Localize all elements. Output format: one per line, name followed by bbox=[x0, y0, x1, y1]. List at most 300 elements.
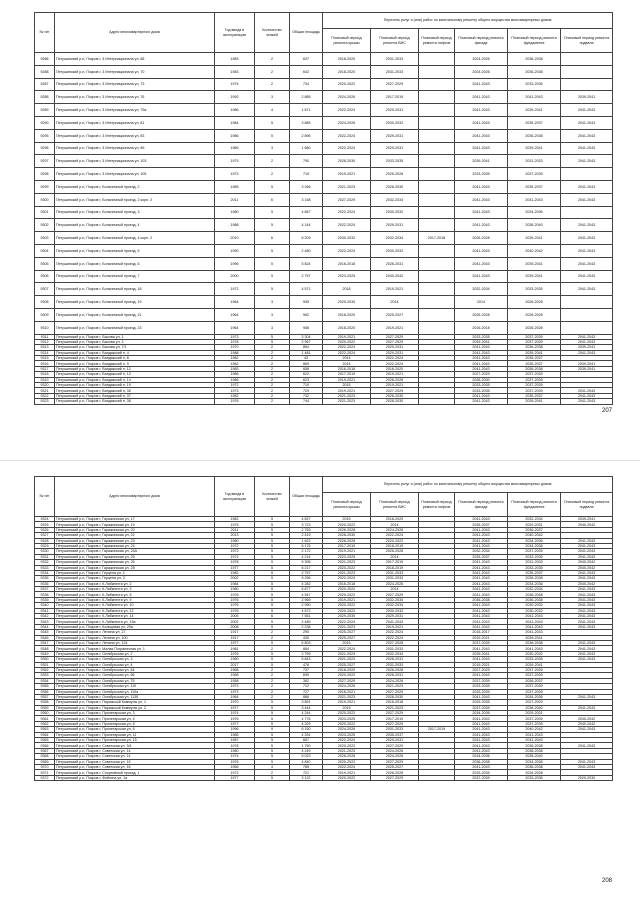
cell-area: 1 481 bbox=[290, 350, 323, 355]
cell-roof: 2019-2021 bbox=[323, 377, 371, 382]
table-row bbox=[35, 78, 613, 91]
cell-address: Петушинский р-н, Покров г, Вандакский п, 9 bbox=[55, 361, 215, 366]
cell-foundation: 2036-2037 bbox=[508, 527, 561, 532]
cell-area: 476 bbox=[290, 662, 323, 667]
cell-facade: 2041-2043 bbox=[455, 538, 508, 543]
cell-roof: 2026-2028 bbox=[323, 754, 371, 759]
cell-address: Петушинский р-н, Покров г, Советская ул, 15 bbox=[55, 759, 215, 764]
cell-year: 1983 bbox=[215, 366, 255, 371]
cell-num: 9345 bbox=[35, 630, 55, 635]
cell-floors: 5 bbox=[255, 732, 290, 737]
cell-address: Петушинский р-н, Покров г, Октябрьская ул, 110 bbox=[55, 684, 215, 689]
cell-floors: 5 bbox=[255, 597, 290, 602]
cell-engineering: 2027-2029 bbox=[371, 388, 419, 393]
cell-foundation: 2038-2040 bbox=[508, 705, 561, 710]
cell-year: 1974 bbox=[215, 78, 255, 91]
cell-floors: 5 bbox=[255, 334, 290, 339]
cell-area: 737 bbox=[290, 667, 323, 672]
cell-engineering: 2021-2023 bbox=[371, 684, 419, 689]
cell-area: 955 bbox=[290, 296, 323, 309]
cell-area: 2 950 bbox=[290, 603, 323, 608]
cell-foundation: 2041-2043 bbox=[508, 193, 561, 206]
cell-address: Петушинский р-н, Покров г, Парижской Коммуны ул, 2 bbox=[55, 705, 215, 710]
cell-lifts bbox=[419, 399, 455, 404]
cell-engineering: 2026-2028 bbox=[371, 549, 419, 554]
cell-address: Петушинский р-н, Покров г, Октябрьская ул, 113б bbox=[55, 694, 215, 699]
cell-roof: 2020-2022 bbox=[323, 565, 371, 570]
cell-foundation: 2037-2039 bbox=[508, 716, 561, 721]
cell-engineering: 2029-2031 bbox=[371, 142, 419, 155]
cell-engineering: 2029-2031 bbox=[371, 219, 419, 232]
cell-roof: 2020-2022 bbox=[323, 522, 371, 527]
cell-facade: 2041-2043 bbox=[455, 624, 508, 629]
cell-area: 2 967 bbox=[290, 339, 323, 344]
cell-area: 5 023 bbox=[290, 754, 323, 759]
cell-address: Петушинский р-н, Покров г, Спортивный проезд, 1 bbox=[55, 770, 215, 775]
cell-area: 4 827 bbox=[290, 517, 323, 522]
cell-roof: 2015 bbox=[323, 383, 371, 388]
cell-floors: 5 bbox=[255, 657, 290, 662]
cell-num: 9353 bbox=[35, 673, 55, 678]
cell-address: Петушинский р-н, Покров г, 3 Интернационала ул, 73 bbox=[55, 78, 215, 91]
cell-engineering: 2017-2019 bbox=[371, 91, 419, 104]
cell-address: Петушинский р-н, Покров г, 3 Интернационала ул, 70 bbox=[55, 65, 215, 78]
cell-year: 2011 bbox=[215, 527, 255, 532]
cell-foundation: 2029-2031 bbox=[508, 711, 561, 716]
header-area: Общая площадь bbox=[290, 477, 323, 517]
cell-roof: 2021-2023 bbox=[323, 399, 371, 404]
cell-facade: 2041-2043 bbox=[455, 748, 508, 753]
cell-engineering: 2028-2030 bbox=[371, 694, 419, 699]
cell-floors: 4 bbox=[255, 104, 290, 117]
cell-year: 1996 bbox=[215, 257, 255, 270]
cell-basement: 2041-2043 bbox=[561, 624, 613, 629]
cell-engineering: 2022-2024 bbox=[371, 630, 419, 635]
cell-facade: 2041-2043 bbox=[455, 764, 508, 769]
cell-facade: 2032-2034 bbox=[455, 283, 508, 296]
cell-facade: 2041-2043 bbox=[455, 743, 508, 748]
cell-basement: 2041-2043 bbox=[561, 597, 613, 602]
cell-foundation: 2041-2043 bbox=[508, 614, 561, 619]
cell-engineering: 2030-2032 bbox=[371, 116, 419, 129]
cell-foundation: 2026-2028 bbox=[508, 770, 561, 775]
cell-year: 1973 bbox=[215, 388, 255, 393]
cell-area: 1 871 bbox=[290, 104, 323, 117]
cell-engineering: 2024-2026 bbox=[371, 581, 419, 586]
cell-engineering: 2032-2034 bbox=[371, 651, 419, 656]
cell-foundation: 2036-2038 bbox=[508, 576, 561, 581]
page-number: 207 bbox=[601, 408, 612, 414]
cell-num: 9333 bbox=[35, 565, 55, 570]
cell-num: 9304 bbox=[35, 244, 55, 257]
cell-basement bbox=[561, 53, 613, 66]
cell-facade: 2041-2043 bbox=[455, 361, 508, 366]
cell-area: 5 256 bbox=[290, 576, 323, 581]
cell-year: 1987 bbox=[215, 738, 255, 743]
cell-foundation: 2038-2040 bbox=[508, 219, 561, 232]
cell-year: 1964 bbox=[215, 321, 255, 334]
cell-year: 1973 bbox=[215, 689, 255, 694]
cell-basement: 2039-2041 bbox=[561, 517, 613, 522]
cell-facade: 2027-2029 bbox=[455, 372, 508, 377]
cell-engineering: 2029-2031 bbox=[371, 104, 419, 117]
cell-foundation: 2034-2036 bbox=[508, 694, 561, 699]
cell-roof: 2021-2023 bbox=[323, 748, 371, 753]
cell-roof: 2018-2020 bbox=[323, 667, 371, 672]
cell-facade: 2024-2026 bbox=[455, 53, 508, 66]
cell-foundation: 2033-2035 bbox=[508, 78, 561, 91]
cell-year: 2005 bbox=[215, 614, 255, 619]
cell-roof: 2022-2024 bbox=[323, 244, 371, 257]
cell-num: 9352 bbox=[35, 667, 55, 672]
cell-area: 4 251 bbox=[290, 732, 323, 737]
cell-address: Петушинский р-н, Покров г, Больничный проезд, 2 bbox=[55, 180, 215, 193]
cell-address: Петушинский р-н, Покров г, Вандакский п, 4 bbox=[55, 350, 215, 355]
cell-foundation: 2034-2036 bbox=[508, 581, 561, 586]
cell-num: 9360 bbox=[35, 711, 55, 716]
cell-engineering: 2025-2027 bbox=[371, 764, 419, 769]
cell-facade: 2041-2043 bbox=[455, 257, 508, 270]
cell-roof: 2020-2022 bbox=[323, 78, 371, 91]
cell-lifts bbox=[419, 244, 455, 257]
cell-area: 962 bbox=[290, 308, 323, 321]
cell-address: Петушинский р-н, Покров г, Октябрьская ул, 4 bbox=[55, 662, 215, 667]
cell-engineering: 2027-2029 bbox=[371, 721, 419, 726]
cell-roof: 2021-2023 bbox=[323, 180, 371, 193]
cell-facade: 2041-2043 bbox=[455, 533, 508, 538]
cell-year: 1982 bbox=[215, 361, 255, 366]
cell-engineering: 2027-2029 bbox=[371, 334, 419, 339]
cell-facade: 2028-2030 bbox=[455, 377, 508, 382]
cell-roof: 2019-2021 bbox=[323, 700, 371, 705]
cell-foundation: 2036-2038 bbox=[508, 592, 561, 597]
cell-address: Петушинский р-н, Покров г, Больничный проезд, 21 bbox=[55, 308, 215, 321]
cell-num: 9290 bbox=[35, 116, 55, 129]
cell-facade: 2033-2035 bbox=[455, 684, 508, 689]
cell-foundation: 2037-2039 bbox=[508, 721, 561, 726]
cell-roof: 2030-2032 bbox=[323, 232, 371, 245]
cell-num: 9356 bbox=[35, 689, 55, 694]
cell-roof: 2016-2018 bbox=[323, 257, 371, 270]
cell-engineering: 2027-2029 bbox=[371, 592, 419, 597]
cell-area: 3 122 bbox=[290, 775, 323, 780]
cell-address: Петушинский р-н, Покров г, Быкова ул, 7/1 bbox=[55, 345, 215, 350]
cell-area: 667 bbox=[290, 738, 323, 743]
cell-roof: 2018-2020 bbox=[323, 321, 371, 334]
cell-lifts bbox=[419, 283, 455, 296]
cell-foundation: 2035-2037 bbox=[508, 570, 561, 575]
cell-year: 1982 bbox=[215, 393, 255, 398]
cell-facade: 2041-2043 bbox=[455, 603, 508, 608]
cell-facade: 2041-2043 bbox=[455, 393, 508, 398]
cell-engineering: 2029-2031 bbox=[371, 738, 419, 743]
cell-foundation: 2037-2039 bbox=[508, 549, 561, 554]
table-body bbox=[35, 517, 613, 781]
cell-foundation: 2036-2038 bbox=[508, 640, 561, 645]
cell-area: 4 776 bbox=[290, 716, 323, 721]
cell-roof: 2021-2023 bbox=[323, 570, 371, 575]
cell-year: 1972 bbox=[215, 770, 255, 775]
table-row bbox=[35, 219, 613, 232]
cell-floors: 5 bbox=[255, 538, 290, 543]
cell-floors: 2 bbox=[255, 635, 290, 640]
cell-num: 9365 bbox=[35, 738, 55, 743]
cell-floors: 2 bbox=[255, 684, 290, 689]
cell-lifts bbox=[419, 270, 455, 283]
cell-area: 623 bbox=[290, 377, 323, 382]
cell-lifts: 2017-2018 bbox=[419, 232, 455, 245]
cell-facade: 2041-2043 bbox=[455, 657, 508, 662]
cell-num: 9342 bbox=[35, 614, 55, 619]
cell-engineering: 2018-2020 bbox=[371, 517, 419, 522]
cell-engineering: 2031-2033 bbox=[371, 65, 419, 78]
cell-facade: 2041-2043 bbox=[455, 619, 508, 624]
cell-num: 9339 bbox=[35, 597, 55, 602]
cell-engineering: 2019-2021 bbox=[371, 624, 419, 629]
cell-address: Петушинский р-н, Покров г, Больничный проезд, 7 bbox=[55, 270, 215, 283]
cell-area: 2 969 bbox=[290, 597, 323, 602]
cell-floors: 2 bbox=[255, 388, 290, 393]
cell-num: 9303 bbox=[35, 232, 55, 245]
table-row bbox=[35, 129, 613, 142]
cell-basement: 2039-2041 bbox=[561, 361, 613, 366]
cell-area: 864 bbox=[290, 345, 323, 350]
cell-area: 790 bbox=[290, 155, 323, 168]
cell-foundation: 2035-2037 bbox=[508, 356, 561, 361]
cell-facade: 2041-2043 bbox=[455, 345, 508, 350]
cell-address: Петушинский р-н, Покров г, Больничный проезд, 5 bbox=[55, 244, 215, 257]
cell-address: Петушинский р-н, Покров г, Больничный проезд, 2 корп. 2 bbox=[55, 193, 215, 206]
cell-year: 2010 bbox=[215, 232, 255, 245]
cell-year: 1917 bbox=[215, 635, 255, 640]
cell-num: 9321 bbox=[35, 388, 55, 393]
cell-floors: 2 bbox=[255, 678, 290, 683]
cell-lifts bbox=[419, 91, 455, 104]
cell-foundation: 2039-2041 bbox=[508, 257, 561, 270]
cell-engineering: 2030-2032 bbox=[371, 608, 419, 613]
cell-floors: 3 bbox=[255, 308, 290, 321]
cell-facade: 2041-2043 bbox=[455, 517, 508, 522]
cell-area: 5 803 bbox=[290, 640, 323, 645]
cell-facade: 2041-2043 bbox=[455, 527, 508, 532]
cell-address: Петушинский р-н, Покров г, Вандакский п, 13 bbox=[55, 372, 215, 377]
cell-area: 4 547 bbox=[290, 592, 323, 597]
cell-year: 1964 bbox=[215, 308, 255, 321]
cell-facade: 2035-2037 bbox=[455, 522, 508, 527]
table-row bbox=[35, 193, 613, 206]
cell-roof: 2023-2025 bbox=[323, 270, 371, 283]
cell-area: 4 249 bbox=[290, 748, 323, 753]
table-row bbox=[35, 296, 613, 309]
cell-roof: 2020-2022 bbox=[323, 721, 371, 726]
cell-year: 2013 bbox=[215, 533, 255, 538]
cell-engineering: 2027-2029 bbox=[371, 711, 419, 716]
cell-foundation: 2036-2038 bbox=[508, 65, 561, 78]
cell-roof: 2025-2027 bbox=[323, 635, 371, 640]
cell-year: 1977 bbox=[215, 565, 255, 570]
cell-basement: 2041-2043 bbox=[561, 549, 613, 554]
cell-roof: 2022-2024 bbox=[323, 350, 371, 355]
cell-num: 9299 bbox=[35, 180, 55, 193]
cell-address: Петушинский р-н, Покров г, Больничный проезд, 4 bbox=[55, 219, 215, 232]
cell-roof: 2020-2022 bbox=[323, 711, 371, 716]
cell-roof: 2025-2027 bbox=[323, 630, 371, 635]
cell-address: Петушинский р-н, Покров г, Гаражинская ул, 23 bbox=[55, 538, 215, 543]
cell-roof: 2014 bbox=[323, 361, 371, 366]
cell-foundation: 2041-2043 bbox=[508, 646, 561, 651]
cell-area: 3 266 bbox=[290, 180, 323, 193]
cell-foundation: 2039-2041 bbox=[508, 142, 561, 155]
cell-foundation: 2041-2043 bbox=[508, 624, 561, 629]
cell-facade: 2033-2035 bbox=[455, 168, 508, 181]
table-row bbox=[35, 91, 613, 104]
cell-foundation: 2037-2039 bbox=[508, 372, 561, 377]
header-area: Общая площадь bbox=[290, 13, 323, 53]
cell-lifts bbox=[419, 142, 455, 155]
cell-foundation: 2032-2034 bbox=[508, 587, 561, 592]
table-row bbox=[35, 308, 613, 321]
cell-year: 2002 bbox=[215, 619, 255, 624]
cell-address: Петушинский р-н, Покров г, Больничный проезд, 18 bbox=[55, 283, 215, 296]
cell-num: 9372 bbox=[35, 775, 55, 780]
cell-num: 9364 bbox=[35, 732, 55, 737]
cell-area: 430 bbox=[290, 635, 323, 640]
cell-area: 4 572 bbox=[290, 608, 323, 613]
cell-year: 1972 bbox=[215, 383, 255, 388]
cell-num: 9286 bbox=[35, 53, 55, 66]
cell-year: 1972 bbox=[215, 283, 255, 296]
cell-area: 2 759 bbox=[290, 651, 323, 656]
cell-foundation: 2036-2038 bbox=[508, 129, 561, 142]
cell-roof: 2021-2023 bbox=[323, 694, 371, 699]
cell-foundation: 2039-2041 bbox=[508, 232, 561, 245]
cell-roof: 2029-2030 bbox=[323, 614, 371, 619]
cell-lifts bbox=[419, 206, 455, 219]
cell-basement: 2041-2043 bbox=[561, 705, 613, 710]
cell-foundation: 2035-2037 bbox=[508, 361, 561, 366]
cell-roof: 2022-2024 bbox=[323, 646, 371, 651]
cell-address: Петушинский р-н, Покров г, 3 Интернационала ул, 83 bbox=[55, 129, 215, 142]
cell-num: 9301 bbox=[35, 206, 55, 219]
cell-roof: 2021-2023 bbox=[323, 624, 371, 629]
cell-floors: 2 bbox=[255, 770, 290, 775]
cell-facade: 2041-2043 bbox=[455, 646, 508, 651]
cell-area: 4 867 bbox=[290, 206, 323, 219]
cell-address: Петушинский р-н, Покров г, Советская ул, 16 bbox=[55, 764, 215, 769]
header-num: № п/п bbox=[35, 477, 55, 517]
cell-roof: 2016-2018 bbox=[323, 366, 371, 371]
cell-roof: 2015 bbox=[323, 517, 371, 522]
cell-address: Петушинский р-н, Покров г, Пролетарская ул, 11 bbox=[55, 732, 215, 737]
cell-address: Петушинский р-н, Покров г, Больничный проезд, 4 корп. 2 bbox=[55, 232, 215, 245]
cell-num: 9350 bbox=[35, 657, 55, 662]
cell-engineering: 2027-2029 bbox=[371, 339, 419, 344]
cell-basement: 2039-2041 bbox=[561, 366, 613, 371]
cell-num: 9351 bbox=[35, 662, 55, 667]
cell-foundation: 2036-2038 bbox=[508, 597, 561, 602]
cell-basement: 2041-2043 bbox=[561, 334, 613, 339]
cell-num: 9312 bbox=[35, 339, 55, 344]
cell-address: Петушинский р-н, Покров г, К.Либкнехта ул, 2 bbox=[55, 581, 215, 586]
cell-basement: 2041-2043 bbox=[561, 587, 613, 592]
cell-num: 9332 bbox=[35, 560, 55, 565]
cell-floors: 3 bbox=[255, 142, 290, 155]
cell-area: 290 bbox=[290, 630, 323, 635]
cell-area: 6 217 bbox=[290, 565, 323, 570]
cell-basement: 2041-2043 bbox=[561, 350, 613, 355]
cell-foundation: 2040-2042 bbox=[508, 244, 561, 257]
cell-facade: 2037-2039 bbox=[455, 678, 508, 683]
cell-area: 712 bbox=[290, 684, 323, 689]
cell-facade: 2041-2043 bbox=[455, 142, 508, 155]
cell-area: 2 896 bbox=[290, 129, 323, 142]
cell-roof: 2017-2019 bbox=[323, 372, 371, 377]
cell-address: Петушинский р-н, Покров г, Парижской Коммуны ул, 1 bbox=[55, 700, 215, 705]
cell-year: 1986 bbox=[215, 372, 255, 377]
cell-floors: 5 bbox=[255, 129, 290, 142]
cell-basement: 2041-2043 bbox=[561, 538, 613, 543]
cell-engineering: 2024-2026 bbox=[371, 678, 419, 683]
cell-roof: 2022-2024 bbox=[323, 738, 371, 743]
cell-num: 9308 bbox=[35, 296, 55, 309]
cell-engineering: 2031-2033 bbox=[371, 570, 419, 575]
cell-roof: 2022-2024 bbox=[323, 576, 371, 581]
cell-roof: 2019-2021 bbox=[323, 549, 371, 554]
cell-num: 9295 bbox=[35, 129, 55, 142]
cell-facade: 2026-2028 bbox=[455, 232, 508, 245]
cell-basement: 2041-2043 bbox=[561, 608, 613, 613]
cell-year: 1984 bbox=[215, 581, 255, 586]
cell-area: 5 843 bbox=[290, 657, 323, 662]
cell-facade: 2039-2041 bbox=[455, 651, 508, 656]
cell-basement: 2039-2041 bbox=[561, 345, 613, 350]
table-row bbox=[35, 53, 613, 66]
cell-address: Петушинский р-н, Покров г, Октябрьская ул, 64 bbox=[55, 667, 215, 672]
cell-roof: 2027-2029 bbox=[323, 193, 371, 206]
cell-num: 9354 bbox=[35, 678, 55, 683]
cell-basement: 2041-2043 bbox=[561, 570, 613, 575]
cell-area: 695 bbox=[290, 673, 323, 678]
cell-engineering: 2030-2032 bbox=[371, 206, 419, 219]
cell-facade: 2041-2043 bbox=[455, 592, 508, 597]
cell-foundation: 2033-2035 bbox=[508, 565, 561, 570]
cell-roof: 2022-2024 bbox=[323, 142, 371, 155]
cell-floors: 2 bbox=[255, 366, 290, 371]
cell-basement: 2040-2042 bbox=[561, 721, 613, 726]
cell-foundation: 2026-2028 bbox=[508, 308, 561, 321]
cell-year: 1977 bbox=[215, 640, 255, 645]
cell-floors: 5 bbox=[255, 206, 290, 219]
cell-engineering: 2026-2031 bbox=[371, 257, 419, 270]
cell-num: 9318 bbox=[35, 372, 55, 377]
cell-facade: 2027-2029 bbox=[455, 667, 508, 672]
cell-facade: 2041-2043 bbox=[455, 543, 508, 548]
cell-floors: 2 bbox=[255, 53, 290, 66]
cell-facade: 2014 bbox=[455, 296, 508, 309]
cell-address: Петушинский р-н, Покров г, Октябрьская ул, 3 bbox=[55, 657, 215, 662]
cell-facade: 2041-2043 bbox=[455, 116, 508, 129]
cell-basement: 2041-2043 bbox=[561, 554, 613, 559]
cell-facade: 2041-2043 bbox=[455, 560, 508, 565]
cell-foundation: 2031-2033 bbox=[508, 155, 561, 168]
cell-area: 866 bbox=[290, 694, 323, 699]
cell-roof: 2022-2024 bbox=[323, 206, 371, 219]
cell-engineering: 2032-2034 bbox=[371, 193, 419, 206]
cell-floors: 9 bbox=[255, 727, 290, 732]
cell-year: 1982 bbox=[215, 517, 255, 522]
cell-facade: 2041-2043 bbox=[455, 587, 508, 592]
cell-engineering: 2021-2023 bbox=[371, 705, 419, 710]
